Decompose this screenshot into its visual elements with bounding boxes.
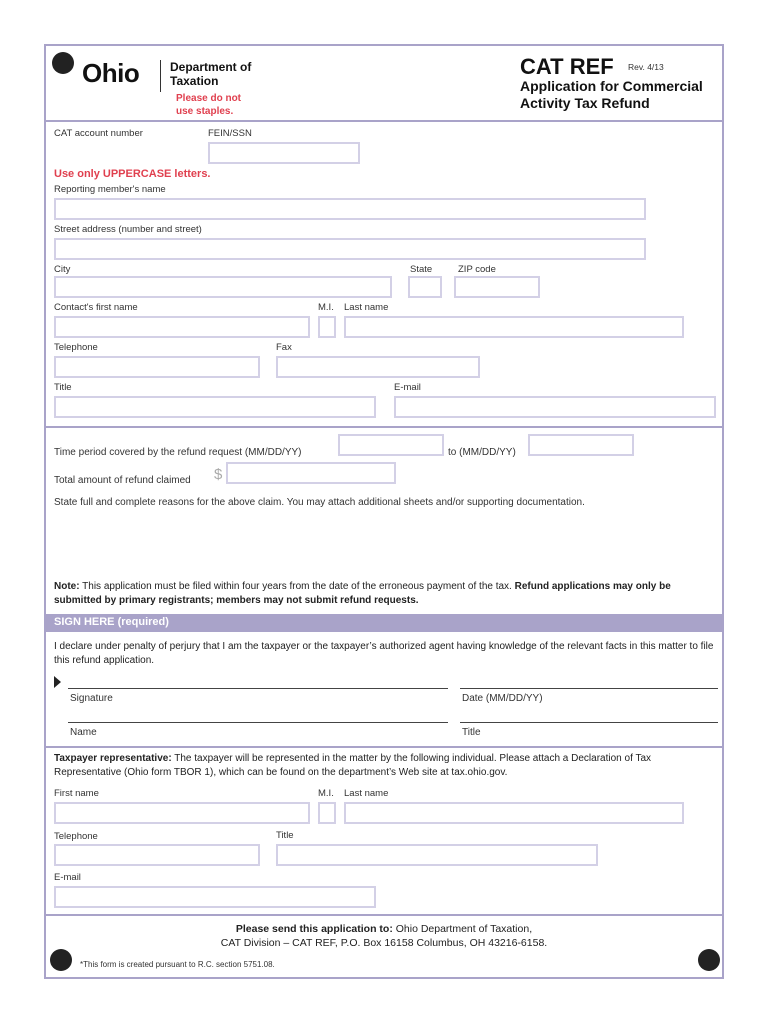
reporting-member-field[interactable] [54,198,646,220]
rep-mi-field[interactable] [318,802,336,824]
section-divider-1 [46,426,722,428]
staples-warning: Please do not use staples. [176,93,242,117]
fax-label: Fax [276,342,292,353]
rep-last-name-label: Last name [344,788,389,799]
fein-ssn-field[interactable] [208,142,360,164]
total-amount-field[interactable] [226,462,396,484]
street-address-field[interactable] [54,238,646,260]
zip-label: ZIP code [458,264,496,275]
rep-first-name-label: First name [54,788,99,799]
contact-last-label: Last name [344,302,389,313]
statute-note: *This form is created pursuant to R.C. section 5751.08. [80,960,275,969]
contact-first-label: Contact's first name [54,302,138,313]
rep-email-field[interactable] [54,886,376,908]
city-label: City [54,264,71,275]
state-field[interactable] [408,276,442,298]
contact-last-field[interactable] [344,316,684,338]
representative-statement: Taxpayer representative: The taxpayer will be represented in the matter by the following individual. Please attach a Declaration of Tax Representative (Ohio form TBOR 1), which can be found on the department’s Web site at tax.ohio.gov. [54,753,652,778]
rep-first-name-field[interactable] [54,802,310,824]
name-label: Name [70,727,97,738]
revision-date: Rev. 4/13 [628,62,664,72]
contact-mi-label: M.I. [318,302,334,313]
form-frame [44,44,724,979]
form-title: Application for Commercial Activity Tax Refund [520,78,703,111]
logo-divider [160,60,161,92]
sign-title-line[interactable] [460,722,718,723]
state-label: State [410,264,433,275]
section-divider-2 [46,746,722,748]
period-start-field[interactable] [338,434,444,456]
rep-last-name-field[interactable] [344,802,684,824]
telephone-field[interactable] [54,356,260,378]
fein-ssn-label: FEIN/SSN [208,128,252,139]
signature-line[interactable] [68,688,448,689]
period-end-field[interactable] [528,434,634,456]
period-end-label: to (MM/DD/YY) [448,447,516,458]
rep-mi-label: M.I. [318,788,334,799]
rep-telephone-field[interactable] [54,844,260,866]
sign-title-label: Title [462,727,481,738]
street-address-label: Street address (number and street) [54,224,202,235]
reasons-label: State full and complete reasons for the above claim. You may attach additional sheets and/or supporting documentation. [54,497,585,508]
header-divider [46,120,722,122]
sign-here-bar [46,614,722,632]
sign-here-heading: SIGN HERE (required) [54,616,169,628]
city-field[interactable] [54,276,392,298]
title-field[interactable] [54,396,376,418]
agency-name: Department of Taxation [170,60,252,88]
perjury-declaration: I declare under penalty of perjury that I am the taxpayer or the taxpayer’s authorized agent having knowledge of the relevant facts in this matter to file this refund application. [54,641,714,666]
mailing-instructions: Please send this application to: Ohio Department of Taxation, CAT Division – CAT REF, P.O. Box 16158 Columbus, OH 43216-6158. [220,923,548,949]
date-label: Date (MM/DD/YY) [462,693,543,704]
dollar-sign: $ [214,466,223,483]
date-line[interactable] [460,688,718,689]
title-label: Title [54,382,72,393]
cat-account-label: CAT account number [54,128,143,139]
uppercase-note: Use only UPPERCASE letters. [54,168,211,180]
rep-email-label: E-mail [54,872,81,883]
sign-arrow-icon [54,676,61,688]
telephone-label: Telephone [54,342,98,353]
ohio-logo: Ohio [82,58,140,88]
contact-mi-field[interactable] [318,316,336,338]
rep-telephone-label: Telephone [54,831,98,842]
email-label: E-mail [394,382,421,393]
section-divider-3 [46,914,722,916]
reasons-area[interactable] [54,512,714,578]
zip-field[interactable] [454,276,540,298]
signature-label: Signature [70,693,113,704]
email-field[interactable] [394,396,716,418]
fax-field[interactable] [276,356,480,378]
form-code: CAT REF [520,54,614,79]
name-line[interactable] [68,722,448,723]
filing-note: Note: This application must be filed within four years from the date of the erroneous payment of the tax. Refund applications may only be submitted by primary registrants; members may not submit refund requests. [54,581,671,606]
rep-title-label: Title [276,830,294,841]
total-amount-label: Total amount of refund claimed [54,475,191,486]
time-period-label: Time period covered by the refund request (MM/DD/YY) [54,447,302,458]
rep-title-field[interactable] [276,844,598,866]
contact-first-field[interactable] [54,316,310,338]
reporting-member-label: Reporting member's name [54,184,166,195]
